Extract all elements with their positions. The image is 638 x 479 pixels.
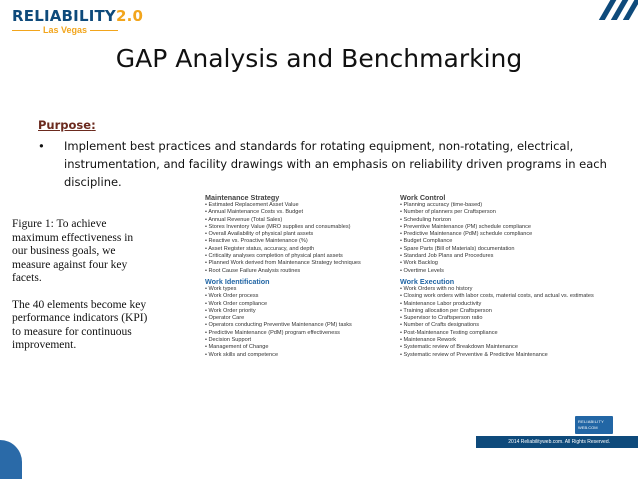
figure-list-item: • Criticality analyses completion of physical plant assets: [205, 253, 343, 260]
figure-list-item: • Systematic review of Breakdown Maintenance: [400, 344, 518, 351]
purpose-heading: [38, 118, 96, 132]
figure-list-item: • Work Order compliance: [205, 300, 268, 307]
figure-list-item: • Operator Care: [205, 315, 245, 322]
copyright-text: 2014 Reliabilityweb.com. All Rights Reserved.: [508, 439, 610, 445]
figure-list-item: • Work Order priority: [205, 307, 256, 314]
slide-title: GAP Analysis and Benchmarking: [115, 44, 523, 73]
section-heading: Work Control: [400, 193, 446, 202]
corner-stripes-decoration: [598, 0, 638, 20]
figure-list-item: • Overall Availability of physical plant assets: [205, 231, 314, 238]
figure-list-item: • Number of Crafts designations: [400, 322, 480, 329]
kpi-figure: [205, 193, 620, 455]
figure-list-item: • Work Orders with no history: [400, 285, 473, 292]
figure-list-item: • Budget Compliance: [400, 238, 453, 245]
figure-list-item: • Post-Maintenance Testing compliance: [400, 329, 498, 336]
figure-caption: [12, 218, 148, 366]
figure-list-item: • Work types: [205, 285, 237, 292]
figure-list-item: • Spare Parts (Bill of Materials) documentation: [400, 245, 515, 252]
logo-version: 2.0: [116, 7, 144, 25]
figure-list-item: • Supervisor to Craftsperson ratio: [400, 315, 483, 322]
purpose-text: Implement best practices and standards for rotating equipment, non-rotating, electrical, instrumentation, and facility drawings with an emphasis on reliability driven programs in each discipline.: [64, 139, 607, 189]
figure-list-item: • Planned Work derived from Maintenance Strategy techniques: [205, 260, 361, 267]
figure-list-item: • Root Cause Failure Analysis routines: [205, 267, 301, 274]
figure-list-item: • Overtime Levels: [400, 267, 444, 274]
figure-list-item: • Work skills and competence: [205, 351, 279, 358]
figure-list-item: • Closing work orders with labor costs, material costs, and actual vs. estimates: [400, 293, 594, 300]
logo-main-text: RELIABILITY: [12, 7, 116, 25]
section-heading: Work Execution: [400, 276, 455, 286]
corner-accent-decoration: [0, 440, 22, 479]
purpose-label: Purpose: [38, 118, 92, 132]
work-control-section: [400, 193, 610, 275]
bullet-dot: •: [38, 139, 45, 153]
figure-list-item: • Stores Inventory Value (MRO supplies and consumables): [205, 223, 351, 230]
figure-left-column: [205, 193, 387, 361]
purpose-colon: :: [91, 118, 96, 132]
figure-list-item: • Work Backlog: [400, 260, 438, 267]
figure-list-item: • Estimated Replacement Asset Value: [205, 202, 299, 208]
badge-line-1: RELIABILITY: [578, 419, 604, 424]
figure-list-item: • Decision Support: [205, 337, 252, 344]
figure-list-item: • Maintenance Rework: [400, 337, 457, 344]
figure-list-item: • Systematic review of Preventive & Predictive Maintenance: [400, 351, 548, 358]
figure-list-item: • Predictive Maintenance (PdM) schedule compliance: [400, 231, 533, 238]
figure-list-item: • Training allocation per Craftsperson: [400, 307, 492, 314]
figure-list-item: • Management of Change: [205, 344, 269, 351]
section-heading: Maintenance Strategy: [205, 193, 280, 202]
caption-paragraph-1: Figure 1: To achieve maximum effectiveness in our business goals, we measure against four key facets.: [12, 218, 134, 284]
figure-list-item: • Annual Maintenance Costs vs. Budget: [205, 209, 304, 216]
reliabilityweb-badge: [575, 416, 613, 434]
work-execution-section: [400, 277, 610, 359]
figure-list-item: • Maintenance Labor productivity: [400, 300, 482, 307]
caption-paragraph-2: The 40 elements become key performance indicators (KPI) to measure for continuous improvement.: [12, 298, 148, 351]
section-heading: Work Identification: [205, 276, 270, 286]
figure-list-item: • Reactive vs. Proactive Maintenance (%): [205, 238, 308, 245]
figure-list-item: • Predictive Maintenance (PdM) program effectiveness: [205, 329, 340, 336]
maintenance-strategy-section: [205, 193, 387, 275]
figure-list-item: • Work Order process: [205, 293, 259, 300]
figure-list-item: • Operators conducting Preventive Maintenance (PM) tasks: [205, 322, 352, 329]
figure-list-item: • Annual Revenue (Total Sales): [205, 216, 283, 223]
logo-subtitle: Las Vegas: [43, 25, 88, 35]
logo-divider: [90, 30, 118, 31]
figure-list-item: • Scheduling horizon: [400, 216, 452, 223]
work-identification-section: [205, 277, 387, 359]
figure-list-item: • Standard Job Plans and Procedures: [400, 253, 494, 260]
reliability-logo: [12, 8, 142, 38]
badge-line-2: WEB.COM: [578, 425, 598, 430]
figure-list-item: • Planning accuracy (time-based): [400, 202, 483, 208]
logo-divider: [12, 30, 40, 31]
figure-list-item: • Preventive Maintenance (PM) schedule compliance: [400, 223, 531, 230]
figure-right-column: [400, 193, 610, 361]
figure-list-item: • Number of planners per Craftsperson: [400, 209, 496, 216]
figure-list-item: • Asset Register status, accuracy, and depth: [205, 245, 315, 252]
copyright-bar: [476, 436, 638, 448]
purpose-bullet: [38, 137, 608, 191]
